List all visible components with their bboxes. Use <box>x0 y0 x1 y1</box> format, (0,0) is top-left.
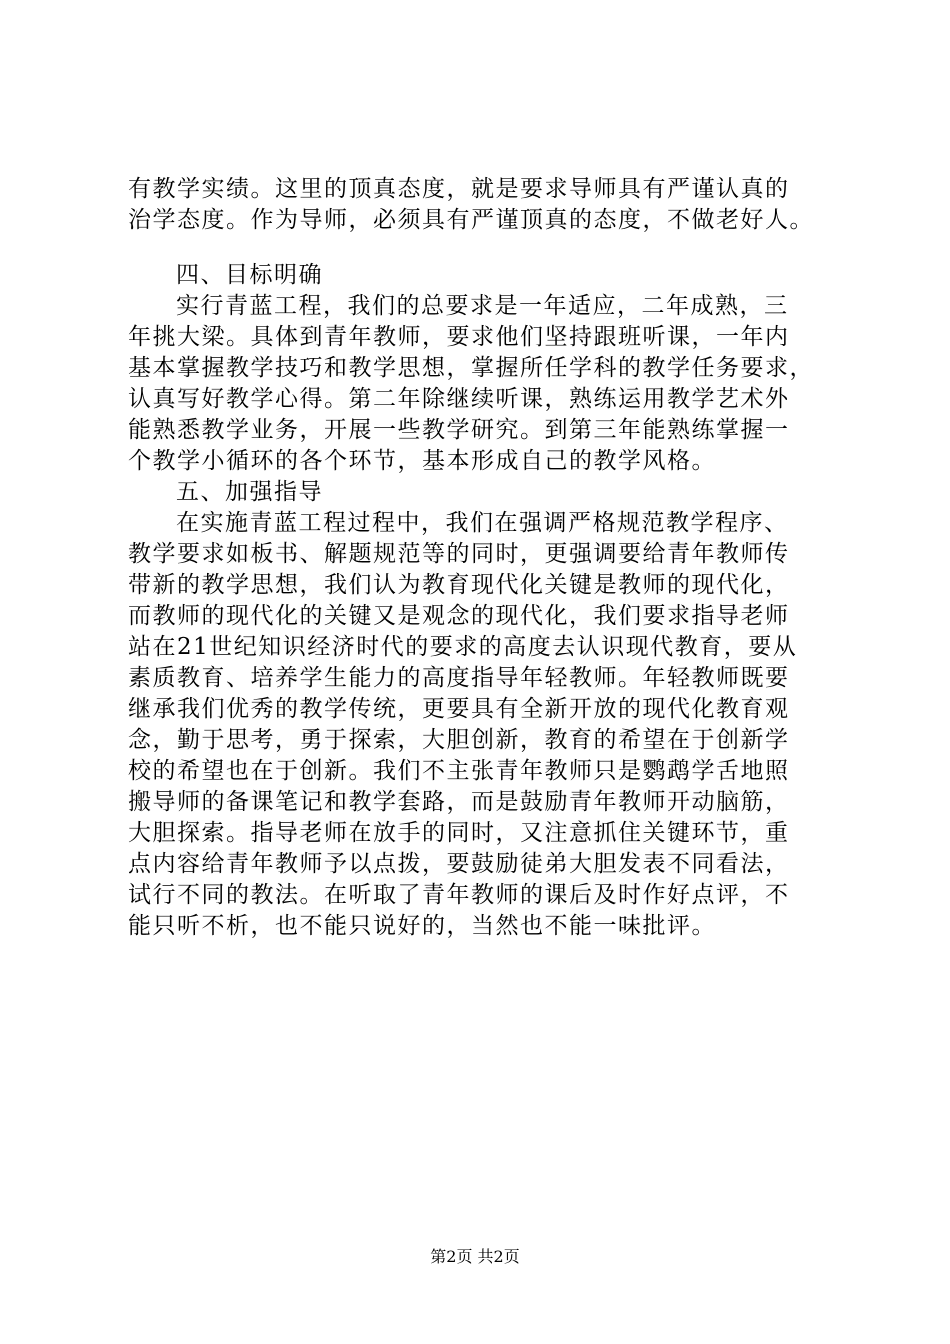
section-5-line: 带新的教学思想，我们认为教育现代化关键是教师的现代化， <box>128 572 790 598</box>
section-5-line: 教学要求如板书、解题规范等的同时，更强调要给青年教师传 <box>128 541 790 567</box>
section-5-line: 大胆探索。指导老师在放手的同时，又注意抓住关键环节，重 <box>128 820 790 846</box>
section-5-line: 而教师的现代化的关键又是观念的现代化，我们要求指导老师 <box>128 603 790 629</box>
paragraph-gap <box>128 236 828 260</box>
section-5-line: 点内容给青年教师予以点拨，要鼓励徒弟大胆发表不同看法， <box>128 851 790 877</box>
section-4-line: 年挑大梁。具体到青年教师，要求他们坚持跟班听课，一年内 <box>128 324 790 350</box>
section-4-heading: 四、目标明确 <box>176 262 323 288</box>
section-5-line: 继承我们优秀的教学传统，更要具有全新开放的现代化教育观 <box>128 696 790 722</box>
section-4-line: 认真写好教学心得。第二年除继续听课，熟练运用教学艺术外 <box>128 386 790 412</box>
section-4-line: 个教学小循环的各个环节，基本形成自己的教学风格。 <box>128 448 716 474</box>
page-footer <box>0 1247 950 1267</box>
document-body <box>128 174 828 942</box>
section-5-line: 搬导师的备课笔记和教学套路，而是鼓励青年教师开动脑筋， <box>128 789 790 815</box>
section-5-line: 念，勤于思考，勇于探索，大胆创新，教育的希望在于创新学 <box>128 727 790 753</box>
section-4-line: 基本掌握教学技巧和教学思想，掌握所任学科的教学任务要求， <box>128 355 814 381</box>
section-5-line: 能只听不析，也不能只说好的，当然也不能一味批评。 <box>128 913 716 939</box>
section-5-line: 站在21世纪知识经济时代的要求的高度去认识现代教育，要从 <box>128 634 798 660</box>
section-5-line: 试行不同的教法。在听取了青年教师的课后及时作好点评，不 <box>128 882 790 908</box>
intro-line: 治学态度。作为导师，必须具有严谨顶真的态度，不做老好人。 <box>128 207 814 233</box>
section-5-line: 校的希望也在于创新。我们不主张青年教师只是鹦鹉学舌地照 <box>128 758 790 784</box>
section-4-line: 实行青蓝工程，我们的总要求是一年适应，二年成熟，三 <box>176 293 789 319</box>
intro-line: 有教学实绩。这里的顶真态度，就是要求导师具有严谨认真的 <box>128 176 790 202</box>
section-4-line: 能熟悉教学业务，开展一些教学研究。到第三年能熟练掌握一 <box>128 417 790 443</box>
section-5-line: 在实施青蓝工程过程中，我们在强调严格规范教学程序、 <box>176 510 789 536</box>
section-5-line: 素质教育、培养学生能力的高度指导年轻教师。年轻教师既要 <box>128 665 790 691</box>
section-5-heading: 五、加强指导 <box>176 479 323 505</box>
page-number-label: 第2页 共2页 <box>430 1247 520 1266</box>
